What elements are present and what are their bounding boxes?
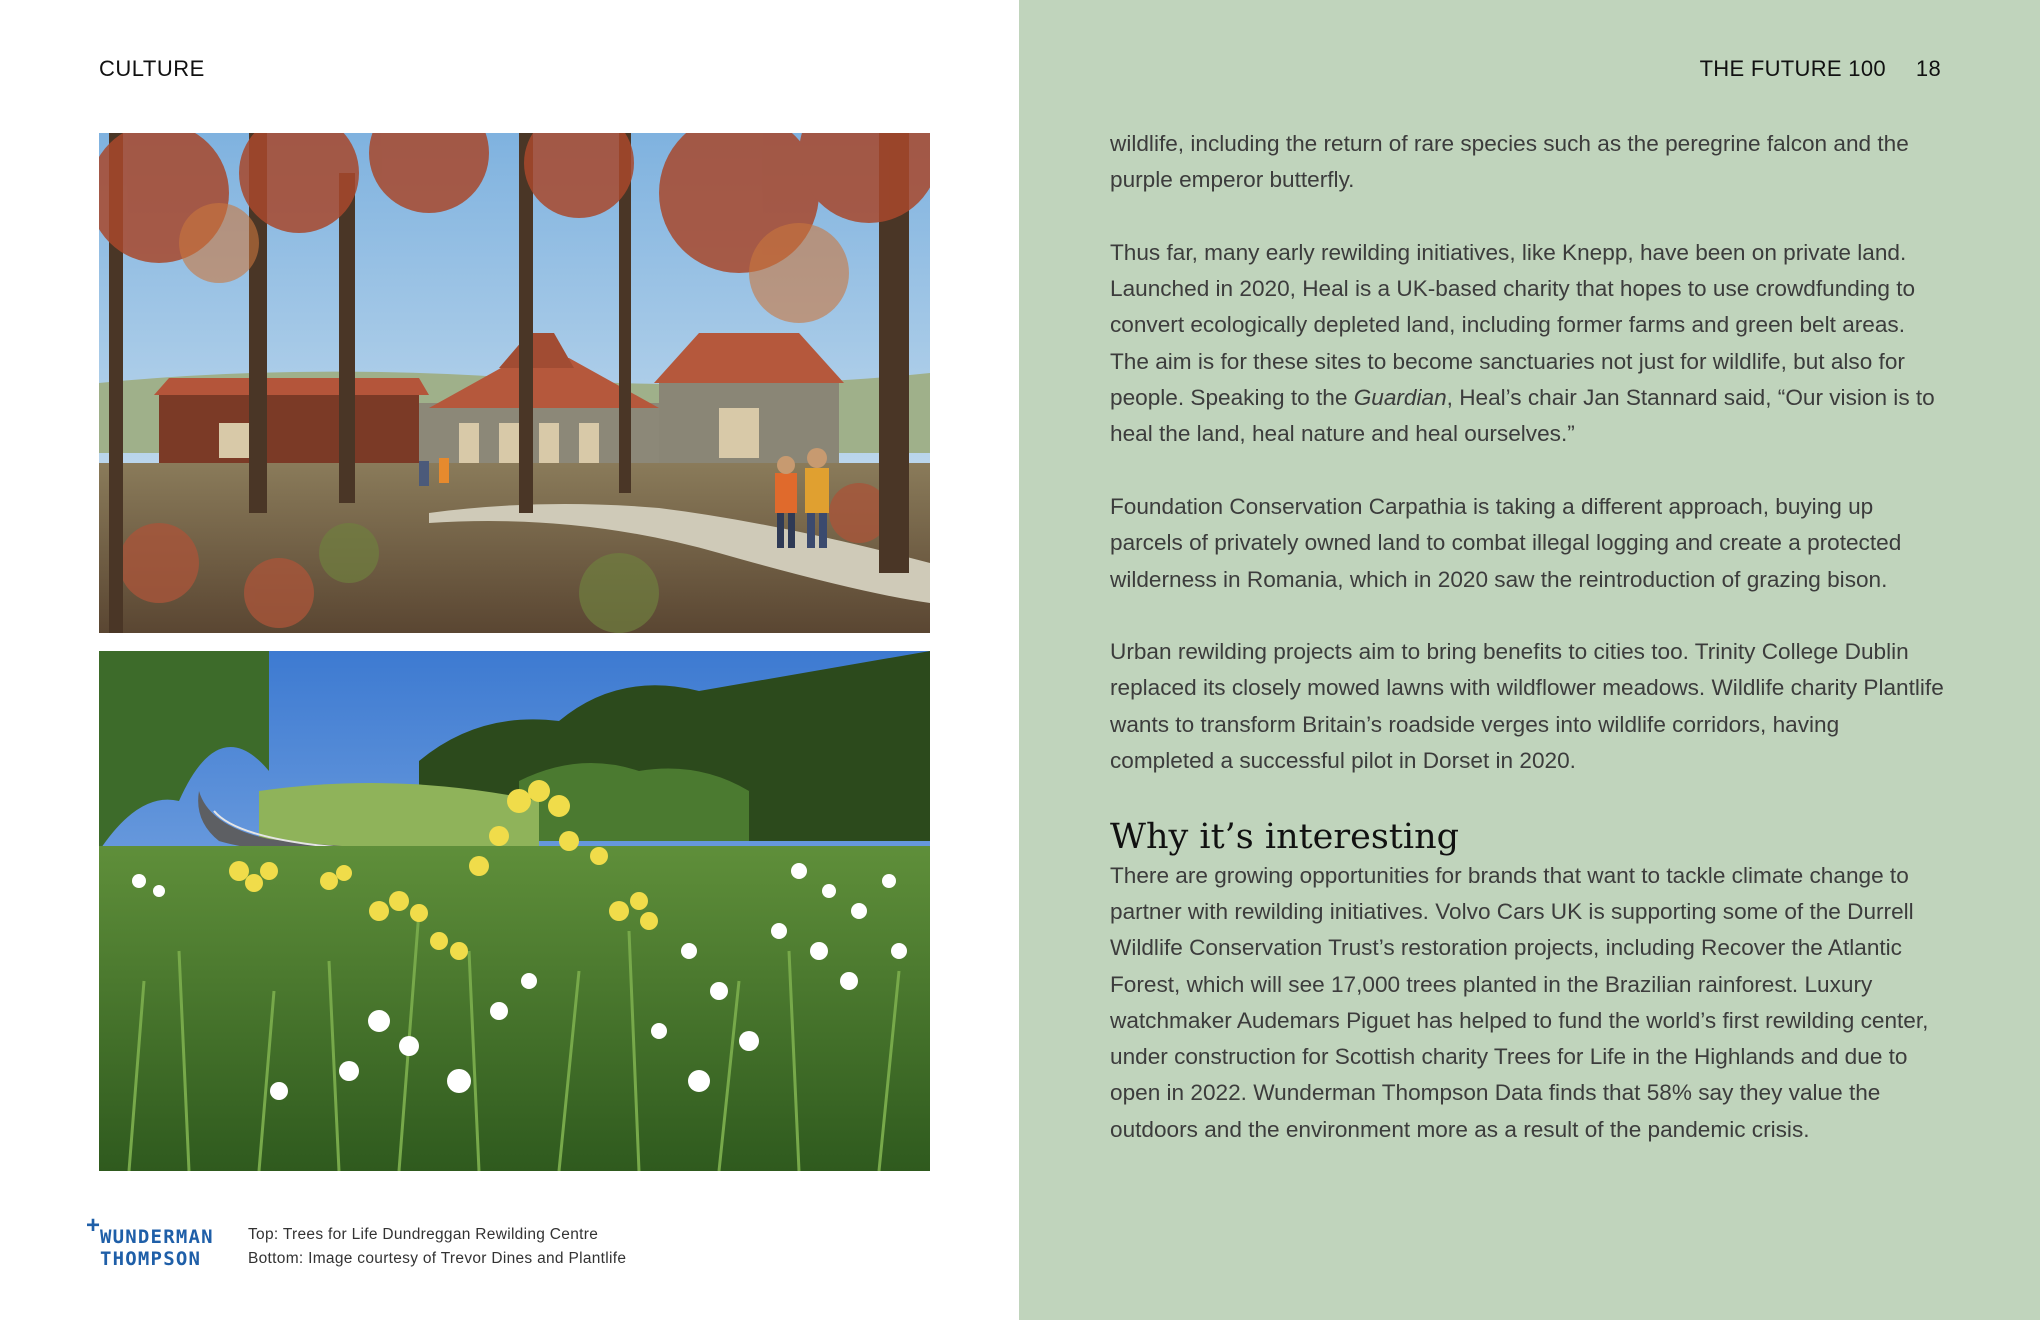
wunderman-thompson-logo — [86, 1212, 236, 1272]
paragraph-2-end: , Heal’s chair Jan Stannard said, “Our vision is to heal the land, heal nature and heal ourselves.” — [1110, 385, 1935, 447]
paragraph-3: Foundation Conservation Carpathia is taking a different approach, buying up parcels of privately owned land to combat illegal logging and create a protected wilderness in Romania, which in 2020 saw the reintroduction of grazing bison. — [1110, 493, 1902, 592]
section-heading: Why it’s interesting — [1110, 816, 1460, 857]
running-head — [1700, 56, 1941, 82]
caption-top: Top: Trees for Life Dundreggan Rewilding Centre — [248, 1226, 599, 1243]
publication-title: THE FUTURE 100 — [1699, 56, 1886, 81]
image-captions — [248, 1223, 626, 1271]
caption-bottom: Bottom: Image courtesy of Trevor Dines and Plantlife — [248, 1250, 627, 1267]
page-number: 18 — [1915, 56, 1941, 81]
rewilding-centre-photo — [99, 133, 930, 633]
wildflower-verge-photo — [99, 651, 930, 1171]
logo-line-2: THOMPSON — [100, 1248, 202, 1270]
left-page — [0, 0, 1019, 1320]
paragraph-4: Urban rewilding projects aim to bring benefits to cities too. Trinity College Dublin replaced its closely mowed lawns with wildflower meadows. Wildlife charity Plantlife wants to transform Britain’s roadside verges into wildlife corridors, having completed a successful pilot in Dorset in 2020. — [1110, 639, 1944, 774]
paragraph-1: wildlife, including the return of rare species such as the peregrine falcon and the purple emperor butterfly. — [1110, 131, 1909, 193]
section-label: CULTURE — [99, 56, 205, 81]
paragraph-5: There are growing opportunities for brands that want to tackle climate change to partner with rewilding initiatives. Volvo Cars UK is supporting some of the Durrell Wildlife Conservation Trust’s restoration projects, including Recover the Atlantic Forest, which will see 17,000 trees planted in the Brazilian rainforest. Luxury watchmaker Audemars Piguet has helped to fund the world’s first rewilding center, under construction for Scottish charity Trees for Life in the Highlands and due to open in 2022. Wunderman Thompson Data finds that 58% say they value the outdoors and the environment more as a result of the pandemic crisis. — [1110, 862, 1929, 1142]
plus-icon: + — [86, 1212, 101, 1239]
paragraph-2 — [1110, 235, 1948, 453]
logo-line-1: WUNDERMAN — [100, 1226, 214, 1248]
paragraph-2-start: Thus far, many early rewilding initiatives, like Knepp, have been on private land. Launched in 2020, Heal is a UK-based charity that hopes to use crowdfunding to convert ecologically depleted land, including former farms and green belt areas. The aim is for these sites to become sanctuaries not just for wildlife, but also for people. Speaking to the — [1110, 239, 1916, 411]
guardian-italic: Guardian — [1353, 385, 1447, 411]
article-body — [1110, 126, 1948, 1148]
